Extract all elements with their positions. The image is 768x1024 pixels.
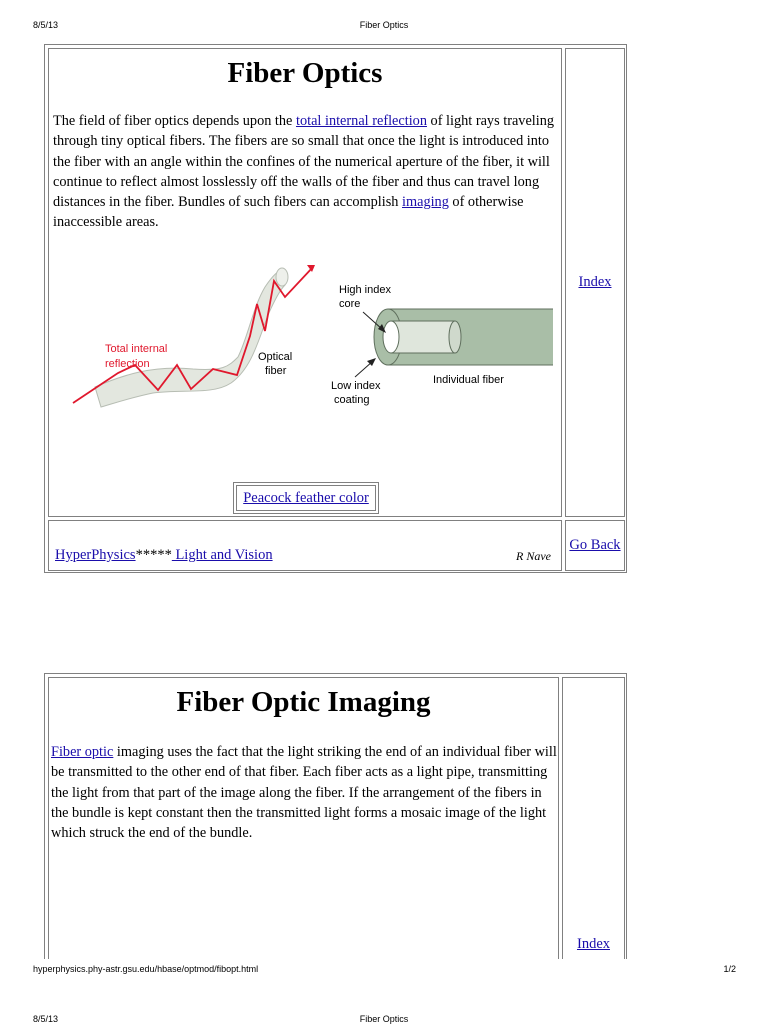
label-coating-2: coating (334, 394, 370, 406)
main-content-cell (48, 48, 562, 517)
intro-text-1: The field of fiber optics depends upon the (53, 113, 296, 129)
peacock-box (233, 482, 379, 514)
intro-paragraph (53, 111, 559, 233)
total-internal-reflection-link[interactable]: total internal reflection (295, 113, 427, 129)
peacock-feather-link[interactable]: Peacock feather color (243, 489, 369, 506)
print-date: 8/5/13 (33, 20, 59, 30)
go-back-link[interactable]: Go Back (569, 537, 621, 553)
side-index-cell (565, 48, 625, 517)
label-tir-1: Total internal (105, 343, 168, 355)
fiber-optics-table (44, 44, 627, 573)
label-optical-1: Optical (258, 351, 293, 363)
footer-cell (48, 520, 562, 571)
fiber-optic-imaging-table (44, 673, 627, 973)
label-core-2: core (339, 298, 361, 310)
light-and-vision-link[interactable]: Light and Vision (171, 547, 273, 563)
imaging-link[interactable]: imaging (402, 194, 449, 211)
imaging-content-cell (48, 677, 559, 977)
imaging-text: imaging uses the fact that the light striking the end of an individual fiber will be transmitted to the other end of that fiber. Each fiber acts as a light pipe, transmitting the light from that part of the image along the fiber. If the arrangement of the fibers in the bundle is kept constant then the transmitted light forms a mosaic image of the light which struck the end of the bundle. (51, 744, 557, 842)
page-title: Fiber Optics (227, 57, 383, 89)
fiber-end (276, 268, 288, 286)
print-url: hyperphysics.phy-astr.gsu.edu/hbase/optmod/fibopt.html (33, 964, 259, 974)
hyperphysics-link[interactable]: HyperPhysics (55, 547, 136, 563)
footer-links (55, 547, 273, 564)
label-individual: Individual fiber (433, 374, 504, 386)
label-tir-2: reflection (105, 358, 150, 370)
fiber-optic-link[interactable]: Fiber optic (51, 744, 114, 760)
go-back-cell (565, 520, 625, 571)
intro-text-3: of otherwise inaccessible areas. (53, 194, 524, 231)
label-core-1: High index (339, 284, 391, 296)
core-near-end (383, 321, 399, 353)
fiber-optics-figure (53, 257, 553, 427)
label-coating-1: Low index (331, 380, 381, 392)
print-page-number: 1/2 (723, 964, 736, 974)
core-far-end (449, 321, 461, 353)
print-title: Fiber Optics (359, 20, 409, 30)
imaging-side-cell (562, 677, 625, 977)
index-link[interactable]: Index (578, 274, 612, 290)
print-title-2: Fiber Optics (359, 1014, 409, 1024)
author-name: R Nave (516, 549, 551, 563)
peacock-inner (236, 485, 376, 511)
footer-stars: ***** (135, 547, 172, 563)
core-cylinder (391, 321, 455, 353)
imaging-index-link[interactable]: Index (576, 936, 610, 952)
intro-text-2: of light rays traveling through tiny optical fibers. The fibers are so small that once the light is introduced into the fiber with an angle within the confines of the numerical aperture of the fiber, it will continue to reflect almost losslessly off the walls of the fiber and thus can travel long distances in the fiber. Bundles of such fibers can accomplish (53, 113, 555, 211)
imaging-title: Fiber Optic Imaging (176, 686, 431, 718)
print-date-2: 8/5/13 (33, 1014, 59, 1024)
imaging-paragraph (51, 742, 561, 843)
label-optical-2: fiber (265, 365, 287, 377)
